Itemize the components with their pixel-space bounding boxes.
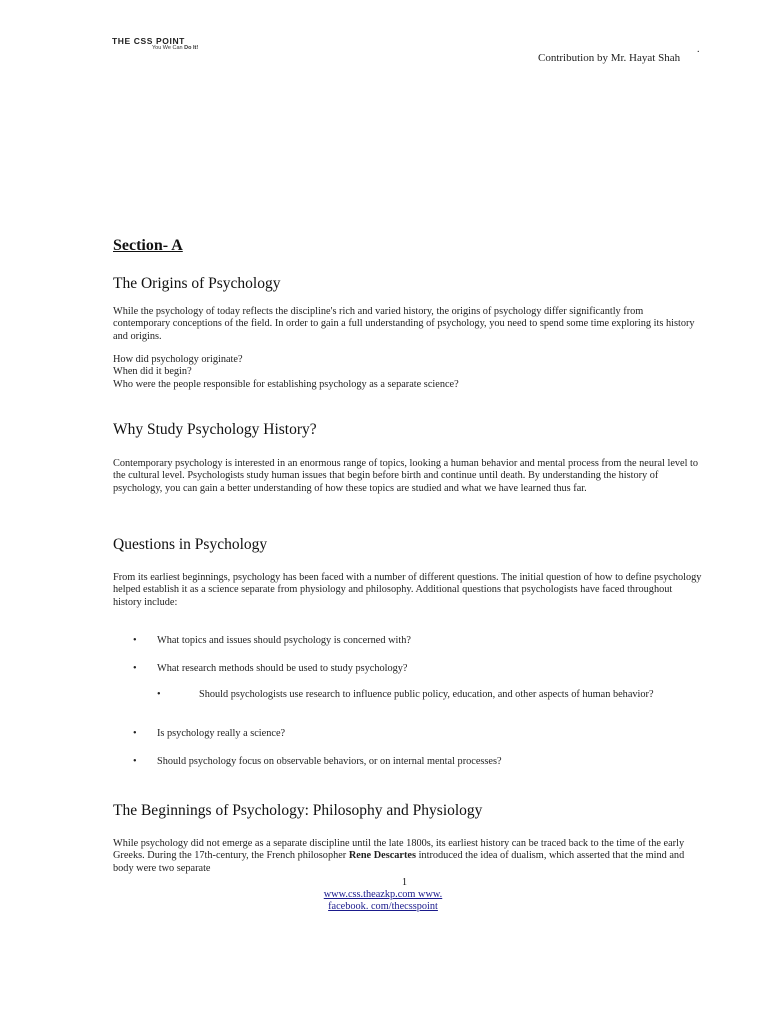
section-title: Section- A (113, 237, 183, 254)
why-study-heading: Why Study Psychology History? (113, 421, 317, 438)
origins-question-3: Who were the people responsible for establishing psychology as a separate science? (113, 378, 459, 390)
brand-tagline (152, 45, 198, 51)
questions-heading: Questions in Psychology (113, 536, 268, 553)
origins-body: While the psychology of today reflects the discipline's rich and varied history, the origins of psychology differ significantly from contemporary conceptions of the field. In order to gain a full understanding of psychology, you need to spend some time exploring its history and origins. (113, 306, 695, 342)
sub-bullet-text: Should psychologists use research to influence public policy, education, and other aspects of human behavior? (199, 689, 654, 700)
footer-link-website[interactable]: www.css.theazkp.com www. (323, 889, 443, 900)
questions-paragraph (113, 572, 703, 609)
origins-question-1: How did psychology originate? (113, 354, 243, 365)
bullet-glyph: • (133, 635, 137, 646)
beginnings-paragraph (113, 838, 703, 875)
beginnings-heading: The Beginnings of Psychology: Philosophy and Physiology (113, 802, 483, 819)
beginnings-body (113, 838, 703, 875)
bullet-text: Is psychology really a science? (157, 728, 286, 739)
bullet-text: What topics and issues should psychology is concerned with? (157, 635, 411, 646)
brand-title: THE CSS POINT (112, 36, 185, 46)
list-item (133, 663, 408, 674)
bullet-glyph: • (133, 756, 137, 767)
origins-heading: The Origins of Psychology (113, 275, 281, 292)
origins-question-2: When did it begin? (113, 366, 192, 378)
list-item (133, 728, 285, 739)
beginnings-body-end: introduced the idea of dualism, which asserted that the mind and body were two separate (113, 850, 685, 874)
descartes-name: Rene Descartes (348, 850, 416, 862)
origins-questions (113, 354, 703, 391)
beginnings-body-start: While psychology did not emerge as a separate discipline until the late 1800s, its earliest history can be traced back to the time of the early Greeks. During the 17th-century, the French philosopher (113, 838, 685, 862)
contribution-credit: Contribution by Mr. Hayat Shah (538, 52, 681, 64)
bullet-glyph: • (133, 728, 137, 739)
list-item (133, 635, 411, 646)
bullet-text: Should psychology focus on observable behaviors, or on internal mental processes? (157, 756, 502, 767)
bullet-text: What research methods should be used to study psychology? (157, 663, 408, 674)
page-number: 1 (402, 877, 407, 888)
bullet-glyph: • (157, 689, 161, 700)
why-study-body: Contemporary psychology is interested in an enormous range of topics, looking a human behavior and mental process from the neural level to the cultural level. Psychologists study human issues that begin before birth and continue until death. By understanding the history of psychology, you can gain a better understanding of how these topics are studied and what we have learned thus far. (113, 458, 699, 494)
list-item (133, 756, 502, 767)
sub-list-item (157, 689, 677, 701)
tagline-prefix: You We Can (152, 45, 185, 51)
footer-link-facebook[interactable]: facebook. com/thecsspoint (328, 901, 438, 912)
tagline-bold: Do It! (184, 45, 199, 51)
header-dot: . (697, 44, 700, 55)
why-study-paragraph (113, 458, 703, 495)
questions-body: From its earliest beginnings, psychology has been faced with a number of different questions. The initial question of how to define psychology helped establish it as a science separate from physiology and philosophy. Additional questions that psychologists have faced throughout history include: (113, 572, 702, 608)
origins-paragraph (113, 306, 703, 343)
bullet-glyph: • (133, 663, 137, 674)
